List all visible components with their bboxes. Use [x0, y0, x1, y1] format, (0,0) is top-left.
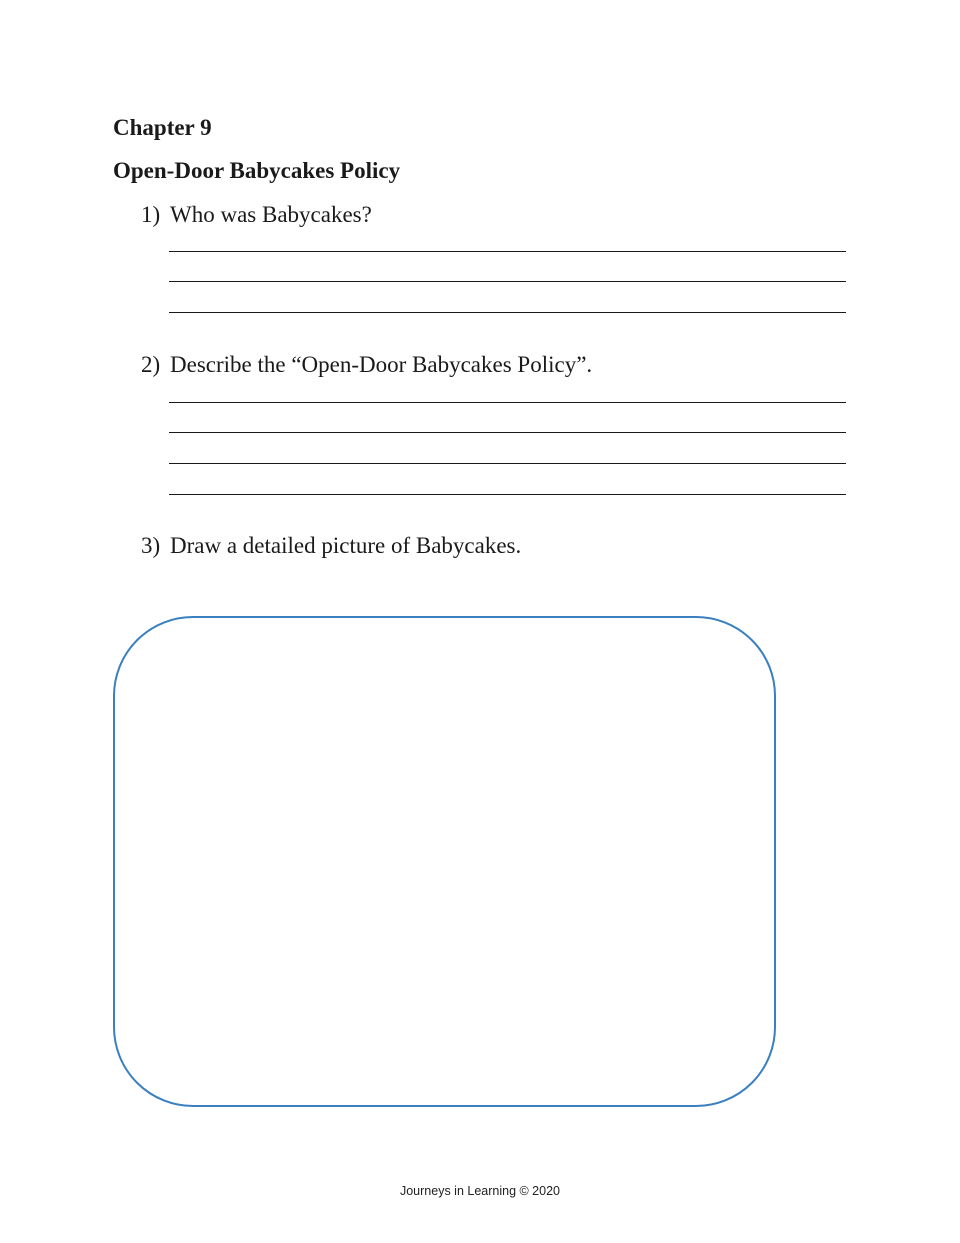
chapter-title: Chapter 9 [113, 115, 212, 140]
answer-line[interactable] [169, 494, 846, 495]
answer-line[interactable] [169, 312, 846, 313]
question-1 [141, 203, 846, 226]
answer-line[interactable] [169, 251, 846, 252]
question-3 [141, 534, 846, 557]
drawing-box[interactable] [113, 616, 776, 1107]
answer-line[interactable] [169, 402, 846, 403]
section-title: Open-Door Babycakes Policy [113, 158, 401, 183]
question-number: 3) [141, 533, 161, 558]
question-number: 2) [141, 352, 161, 377]
answer-line[interactable] [169, 463, 846, 464]
question-number: 1) [141, 202, 161, 227]
question-text: Who was Babycakes? [170, 202, 372, 227]
question-2 [141, 353, 846, 376]
question-text: Draw a detailed picture of Babycakes. [170, 533, 522, 558]
answer-line[interactable] [169, 281, 846, 282]
answer-line[interactable] [169, 432, 846, 433]
footer-copyright: Journeys in Learning © 2020 [399, 1184, 560, 1198]
question-text: Describe the “Open-Door Babycakes Policy”. [170, 352, 593, 377]
